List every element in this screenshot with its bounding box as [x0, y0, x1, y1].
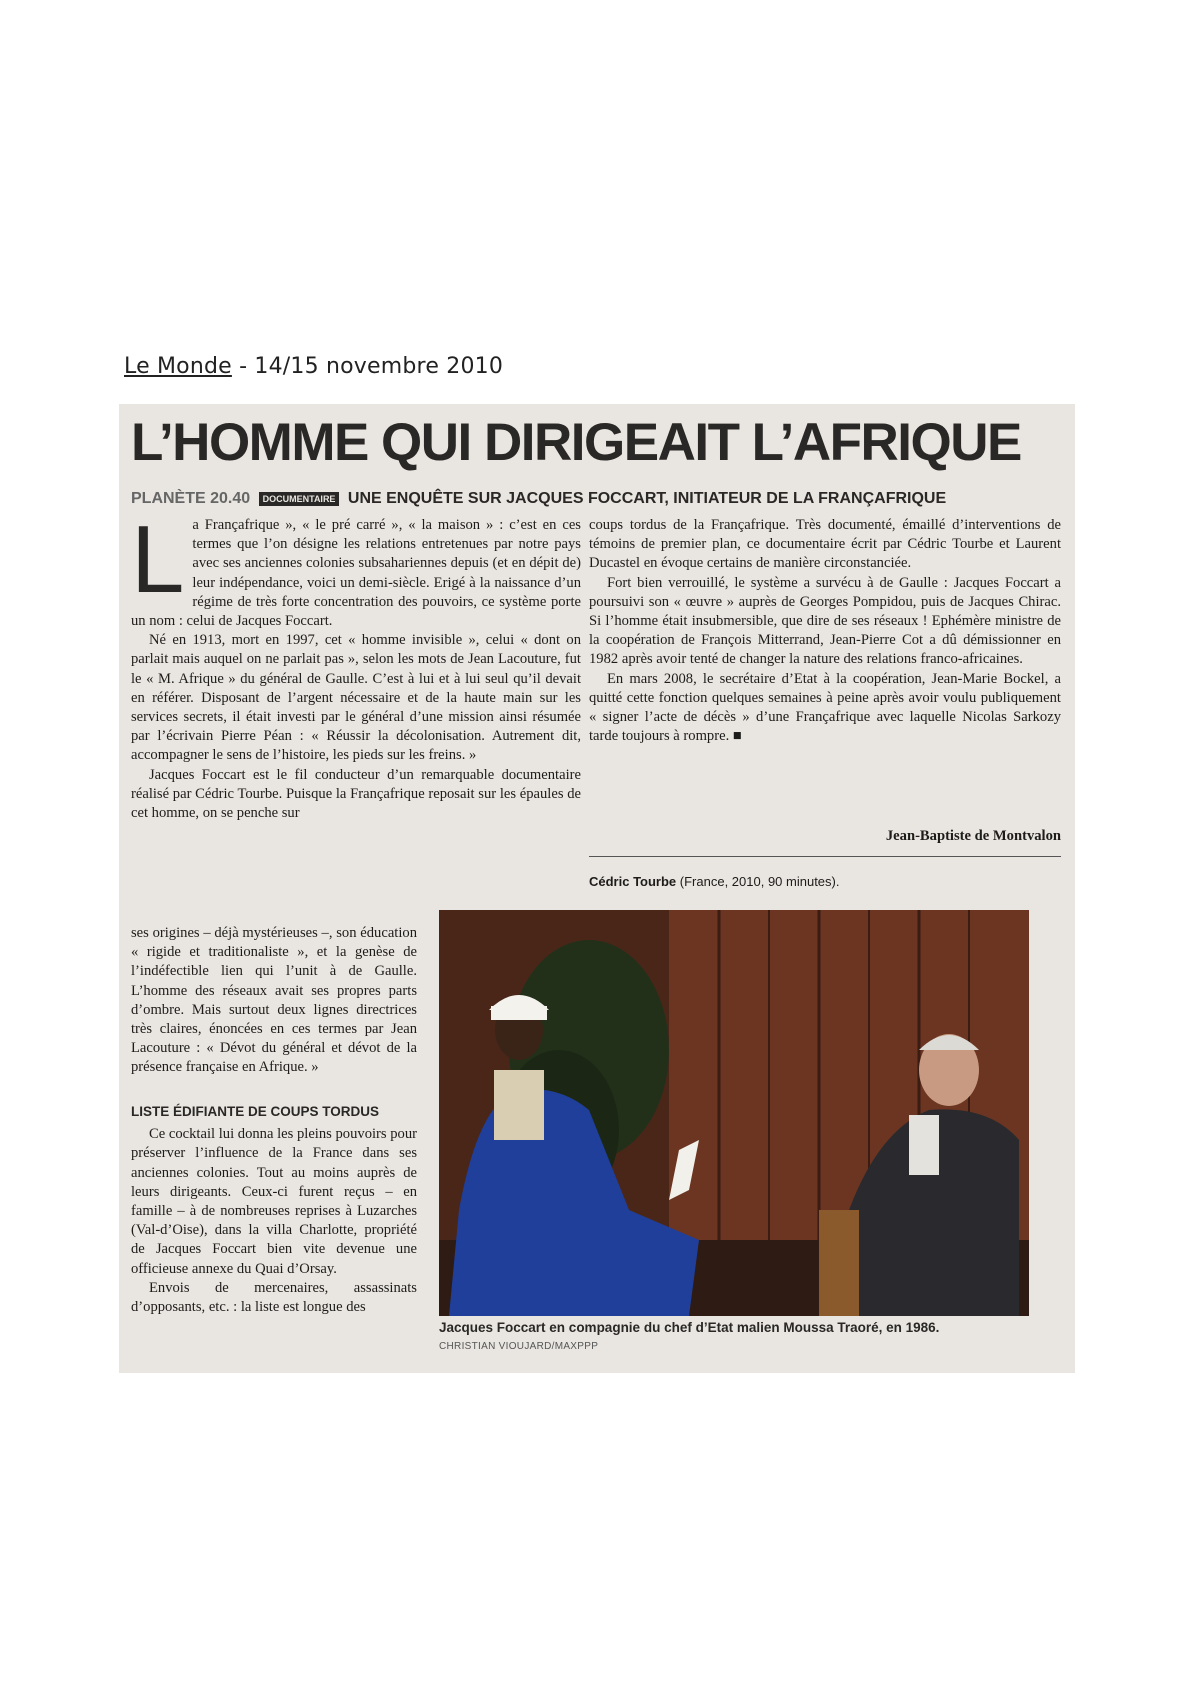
- photo-credit: CHRISTIAN VIOUJARD/MAXPPP: [439, 1341, 599, 1352]
- author-signature: Jean-Baptiste de Montvalon: [885, 828, 1061, 844]
- film-info: (France, 2010, 90 minutes).: [676, 874, 840, 889]
- drop-cap: L: [131, 506, 185, 613]
- headline: L’HOMME QUI DIRIGEAIT L’AFRIQUE: [131, 413, 1021, 472]
- kicker-line: [131, 490, 1061, 508]
- category-tag: DOCUMENTAIRE: [259, 492, 340, 506]
- director-name: Cédric Tourbe: [589, 874, 677, 889]
- rubric: PLANÈTE 20.40: [131, 490, 251, 507]
- source-line: [124, 354, 503, 379]
- divider: [589, 856, 1061, 857]
- film-credit: [589, 874, 839, 889]
- photo-illustration: [439, 910, 1029, 1316]
- paragraph-1: a Françafrique », « le pré carré », « la maison » : c’est en ces termes que l’on désigne les relations entretenues par notre pays avec ses anciennes colonies subsahariennes depuis (et en dépit de) leur indépendance, voici un demi-siècle. Erigé à la naissance d’un régime de très forte concentration des pouvoirs, ce système porte un nom : celui de Jacques Foccart.: [131, 517, 581, 630]
- paragraph-7: Fort bien verrouillé, le système a survécu à de Gaulle : Jacques Foccart a poursuivi son « œuvre » auprès de Georges Pompidou, puis de Jacques Chirac. Si l’homme était insubmersible, que dire de ses réseaux ! Ephémère ministre de la coopération de François Mitterrand, Jean-Pierre Cot a dû démissionner en 1982 après avoir tenté de changer la nature des relations franco-africaines.: [589, 574, 1061, 668]
- paragraph-4: Ce cocktail lui donna les pleins pouvoirs pour préserver l’influence de la France dans ses anciennes colonies. Tout au moins auprès de leurs dirigeants. Ceux-ci furent reçus – en famille – à de nombreuses reprises à Luzarches (Val-d’Oise), dans la villa Charlotte, propriété de Jacques Foccart bien vite devenue une officieuse annexe du Quai d’Orsay.: [131, 1126, 417, 1277]
- paragraph-5: Envois de mercenaires, assassinats d’opposants, etc. : la liste est longue des: [131, 1279, 417, 1316]
- publication-name: Le Monde: [124, 354, 232, 379]
- column-1-middle: [131, 924, 417, 1084]
- newspaper-clipping: [119, 404, 1075, 1373]
- subheading: LISTE ÉDIFIANTE DE COUPS TORDUS: [131, 1104, 380, 1119]
- column-1-top: [131, 506, 581, 916]
- paragraph-6: coups tordus de la Françafrique. Très documenté, émaillé d’interventions de témoins de premier plan, ce documentaire écrit par Cédric Tourbe et Laurent Ducastel en évoque certains de manière circonstanciée.: [589, 517, 1061, 572]
- paragraph-8: En mars 2008, le secrétaire d’Etat à la coopération, Jean-Marie Bockel, a quitté cette fonction quelques semaines à peine après avoir voulu publiquement « signer l’acte de décès » d’une Françafrique avec laquelle Nicolas Sarkozy tarde toujours à rompre. ■: [589, 670, 1061, 745]
- paragraph-3-continued: ses origines – déjà mystérieuses –, son éducation « rigide et traditionaliste », et la genèse de l’indéfectible lien qui l’unit à de Gaulle. L’homme des réseaux avait ses propres parts d’ombre. Mais surtout deux lignes directrices très claires, énoncées en ces termes par Jean Lacouture : « Dévot du général et dévot de la présence française en Afrique. »: [131, 925, 417, 1076]
- paragraph-2: Né en 1913, mort en 1997, cet « homme invisible », celui « dont on parlait mais auquel on ne parlait pas », selon les mots de Jean Lacouture, fut le « M. Afrique » du général de Gaulle. C’est à lui et à lui seul qu’il devait en référer. Disposant de l’argent nécessaire et de la haute main sur les services secrets, il était investi par le général d’une mission ainsi résumée par l’écrivain Pierre Péan : « Réussir la décolonisation. Autrement dit, accompagner le sens de l’histoire, les pieds sur les freins. »: [131, 632, 581, 764]
- paragraph-3: Jacques Foccart est le fil conducteur d’un remarquable documentaire réalisé par Cédric Tourbe. Puisque la Françafrique reposait sur les épaules de cet homme, on se penche sur: [131, 766, 581, 822]
- publication-date: - 14/15 novembre 2010: [231, 354, 504, 379]
- photo-caption: Jacques Foccart en compagnie du chef d’Etat malien Moussa Traoré, en 1986.: [439, 1320, 940, 1335]
- kicker-text: UNE ENQUÊTE SUR JACQUES FOCCART, INITIATEUR DE LA FRANÇAFRIQUE: [347, 490, 947, 507]
- column-2: [589, 516, 1061, 838]
- column-1-bottom: [131, 1094, 417, 1364]
- news-photo: [439, 910, 1029, 1316]
